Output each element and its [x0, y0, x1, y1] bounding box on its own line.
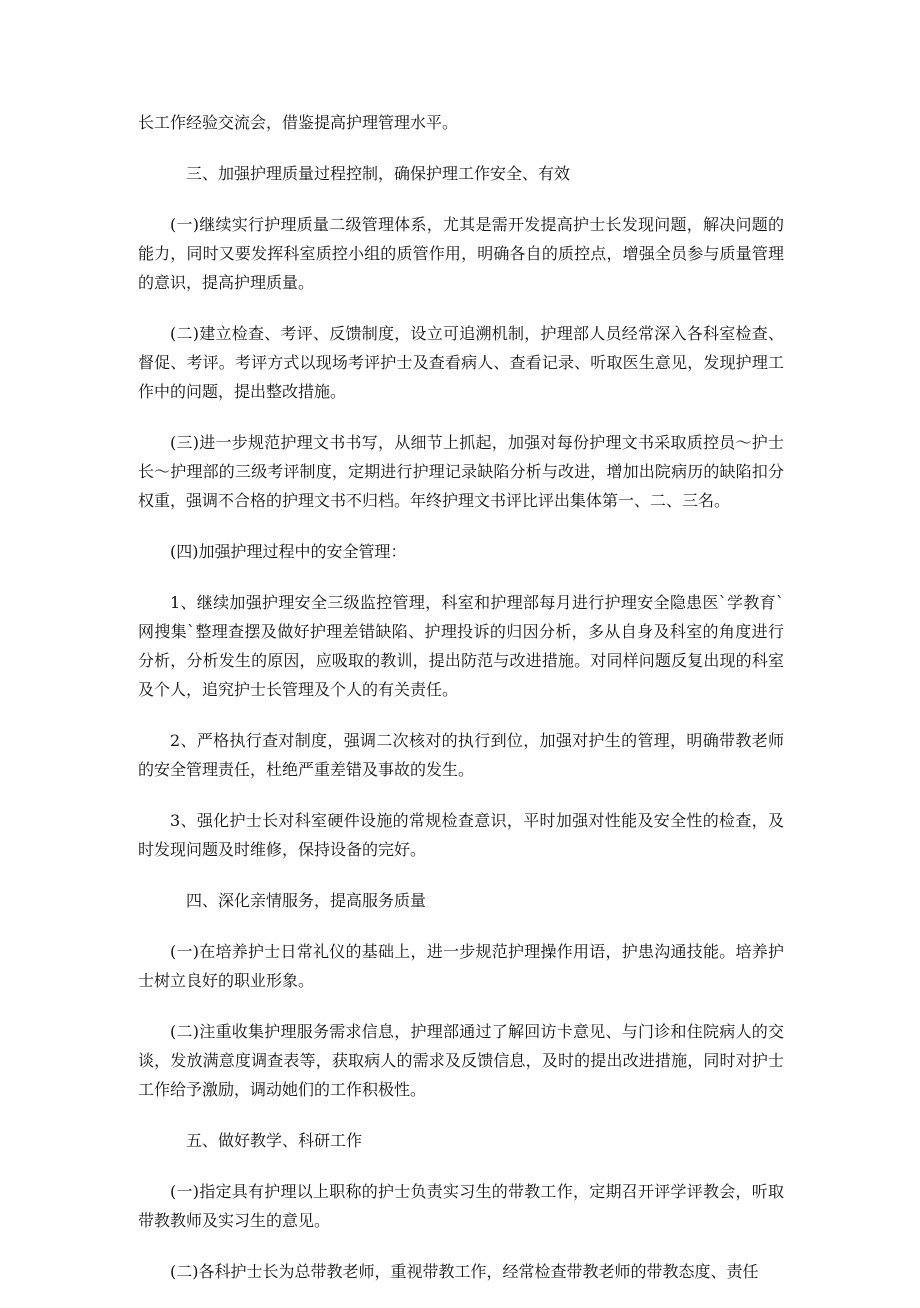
paragraph: 3、强化护士长对科室硬件设施的常规检查意识，平时加强对性能及安全性的检查，及时发现问题及时维修，保持设备的完好。: [138, 811, 784, 859]
paragraph: 2、严格执行查对制度，强调二次核对的执行到位，加强对护生的管理，明确带教老师的安全管理责任，杜绝严重差错及事故的发生。: [138, 731, 784, 779]
paragraph: (二)各科护士长为总带教老师，重视带教工作，经常检查带教老师的带教态度、责任: [170, 1262, 759, 1281]
paragraph: (三)进一步规范护理文书书写，从细节上抓起，加强对每份护理文书采取质控员～护士长～护理部的三级考评制度，定期进行护理记录缺陷分析与改进，增加出院病历的缺陷扣分权重，强调不合格的护理文书不归档。年终护理文书评比评出集体第一、二、三名。: [138, 433, 784, 510]
paragraph: 1、继续加强护理安全三级监控管理，科室和护理部每月进行护理安全隐患医`学教育`网搜集`整理查摆及做好护理差错缺陷、护理投诉的归因分析，多从自身及科室的角度进行分析，分析发生的原因，应吸取的教训，提出防范与改进措施。对同样问题反复出现的科室及个人，追究护士长管理及个人的有关责任。: [138, 593, 784, 699]
paragraph: (一)指定具有护理以上职称的护士负责实习生的带教工作，定期召开评学评教会，听取带教教师及实习生的意见。: [138, 1182, 784, 1230]
section-heading-4: 四、深化亲情服务，提高服务质量: [186, 891, 427, 910]
paragraph: (一)在培养护士日常礼仪的基础上，进一步规范护理操作用语，护患沟通技能。培养护士树立良好的职业形象。: [138, 942, 784, 990]
paragraph: (四)加强护理过程中的安全管理：: [170, 542, 407, 561]
paragraph: (二)注重收集护理服务需求信息，护理部通过了解回访卡意见、与门诊和住院病人的交谈，发放满意度调查表等，获取病人的需求及反馈信息，及时的提出改进措施，同时对护士工作给予激励，调动她们的工作积极性。: [138, 1022, 784, 1099]
section-heading-5: 五、做好教学、科研工作: [186, 1131, 363, 1150]
section-heading-3: 三、加强护理质量过程控制，确保护理工作安全、有效: [186, 164, 571, 183]
paragraph-continuation: 长工作经验交流会，借鉴提高护理管理水平。: [138, 113, 459, 132]
document-page: [138, 108, 784, 1308]
paragraph: (二)建立检查、考评、反馈制度，设立可追溯机制，护理部人员经常深入各科室检查、督促、考评。考评方式以现场考评护士及查看病人、查看记录、听取医生意见，发现护理工作中的问题，提出整改措施。: [138, 324, 784, 401]
paragraph: (一)继续实行护理质量二级管理体系，尤其是需开发提高护士长发现问题，解决问题的能力，同时又要发挥科室质控小组的质管作用，明确各自的质控点，增强全员参与质量管理的意识，提高护理质量。: [138, 215, 784, 292]
